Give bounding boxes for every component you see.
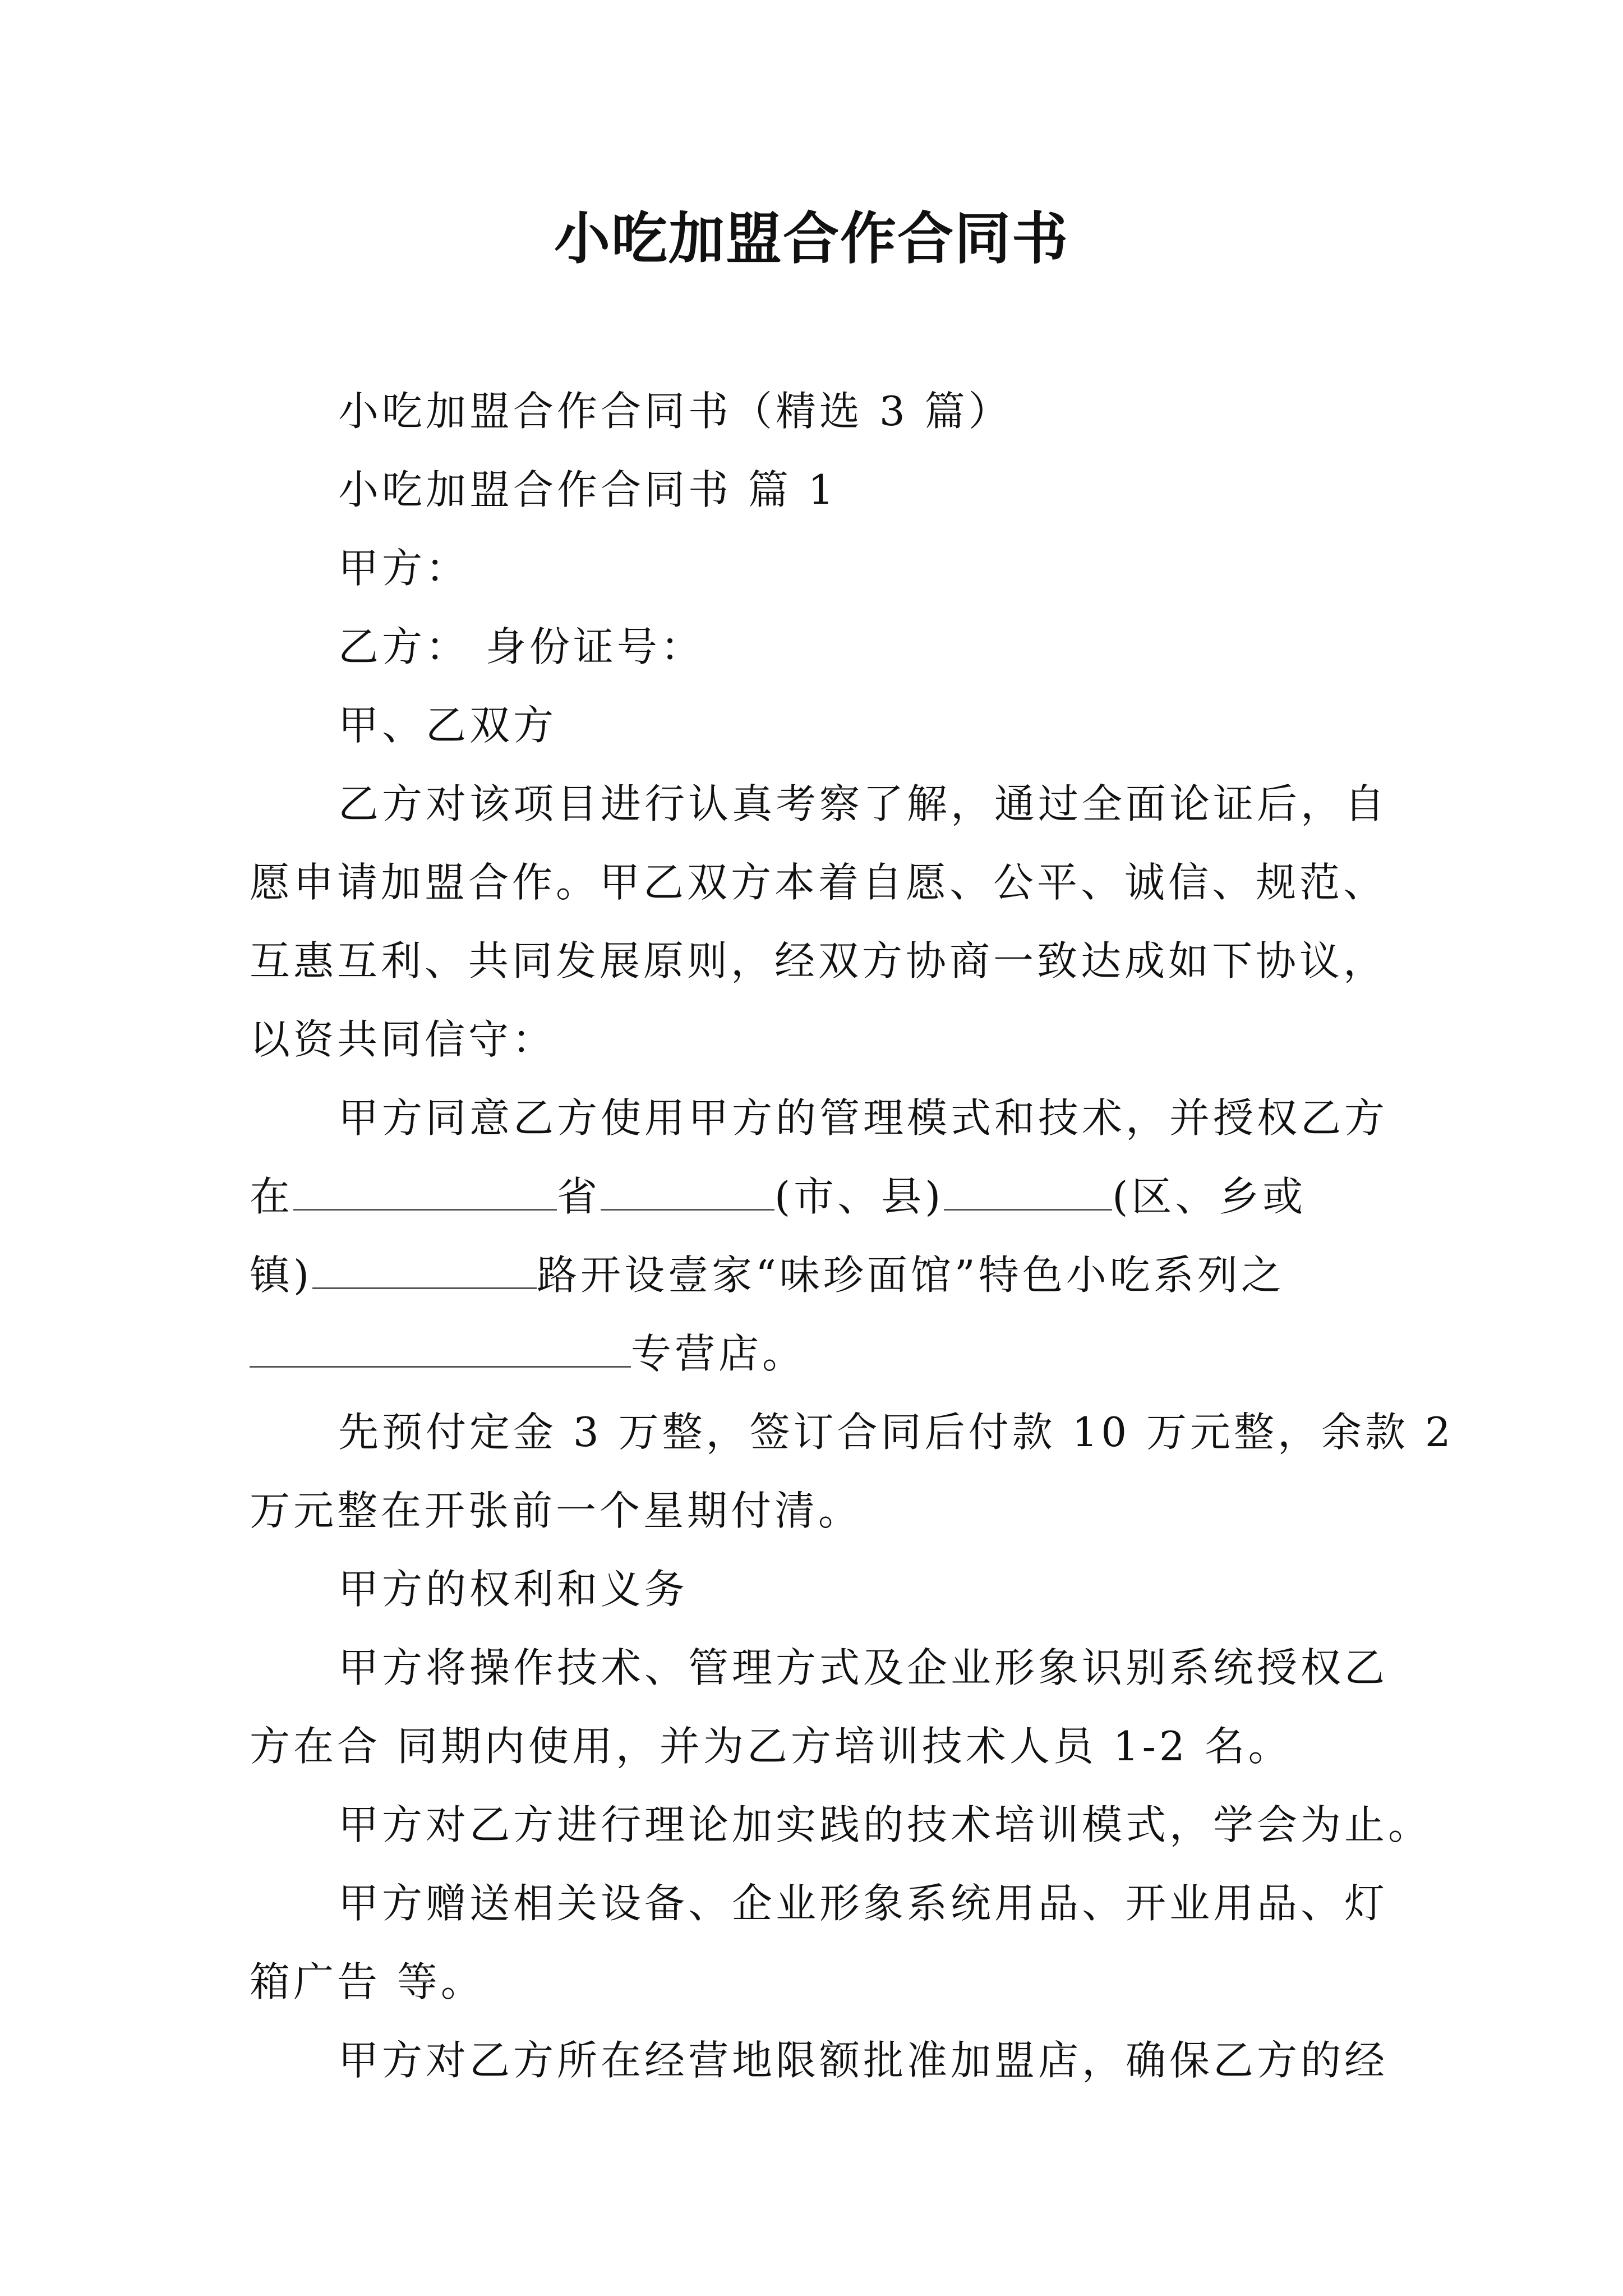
paragraph-line: 以资共同信守： <box>250 1016 556 1063</box>
paragraph-line: 甲方对乙方所在经营地限额批准加盟店，确保乙方的经 <box>338 2037 1389 2084</box>
paragraph-line: 甲方对乙方进行理论加实践的技术培训模式，学会为止。 <box>338 1801 1432 1848</box>
city-blank <box>601 1172 774 1211</box>
address-text: 省 <box>557 1173 601 1220</box>
address-text: 镇) <box>250 1251 313 1299</box>
document-subtitle: 小吃加盟合作合同书（精选 3 篇） <box>338 388 1012 435</box>
paragraph-line: 甲方将操作技术、管理方式及企业形象识别系统授权乙 <box>338 1644 1389 1691</box>
address-text: (市、县) <box>774 1173 944 1220</box>
address-line <box>250 1168 1394 1225</box>
paragraph-line: 愿申请加盟合作。甲乙双方本着自愿、公平、诚信、规范、 <box>250 859 1387 906</box>
party-b-line: 乙方： 身份证号： <box>338 623 704 670</box>
both-parties-line: 甲、乙双方 <box>338 702 557 749</box>
paragraph-line: 箱广告 等。 <box>250 1958 485 2005</box>
party-a-line: 甲方： <box>338 545 470 592</box>
paragraph-line: 甲方同意乙方使用甲方的管理模式和技术，并授权乙方 <box>338 1094 1389 1142</box>
address-text: 路开设壹家“味珍面馆”特色小吃系列之 <box>537 1251 1285 1299</box>
rights-heading: 甲方的权利和义务 <box>338 1566 689 1613</box>
paragraph-line: 先预付定金 3 万整，签订合同后付款 10 万元整，余款 2 <box>338 1409 1454 1456</box>
paragraph-line: 乙方对该项目进行认真考察了解，通过全面论证后，自 <box>338 780 1389 827</box>
document-title: 小吃加盟合作合同书 <box>554 205 1069 272</box>
address-text: (区、乡或 <box>1112 1173 1307 1220</box>
store-line <box>250 1326 1394 1382</box>
paragraph-line: 方在合 同期内使用，并为乙方培训技术人员 1-2 名。 <box>250 1723 1292 1770</box>
paragraph-line: 万元整在开张前一个星期付清。 <box>250 1487 863 1534</box>
district-blank <box>944 1172 1112 1211</box>
road-blank <box>312 1250 537 1289</box>
province-blank <box>293 1172 557 1211</box>
paragraph-line: 甲方赠送相关设备、企业形象系统用品、开业用品、灯 <box>338 1880 1389 1927</box>
address-text: 在 <box>250 1173 294 1220</box>
store-name-blank <box>250 1329 631 1368</box>
section-heading: 小吃加盟合作合同书 篇 1 <box>338 466 837 513</box>
paragraph-line: 互惠互利、共同发展原则，经双方协商一致达成如下协议， <box>250 937 1387 984</box>
store-text: 专营店。 <box>631 1330 806 1377</box>
address-line <box>250 1247 1394 1303</box>
